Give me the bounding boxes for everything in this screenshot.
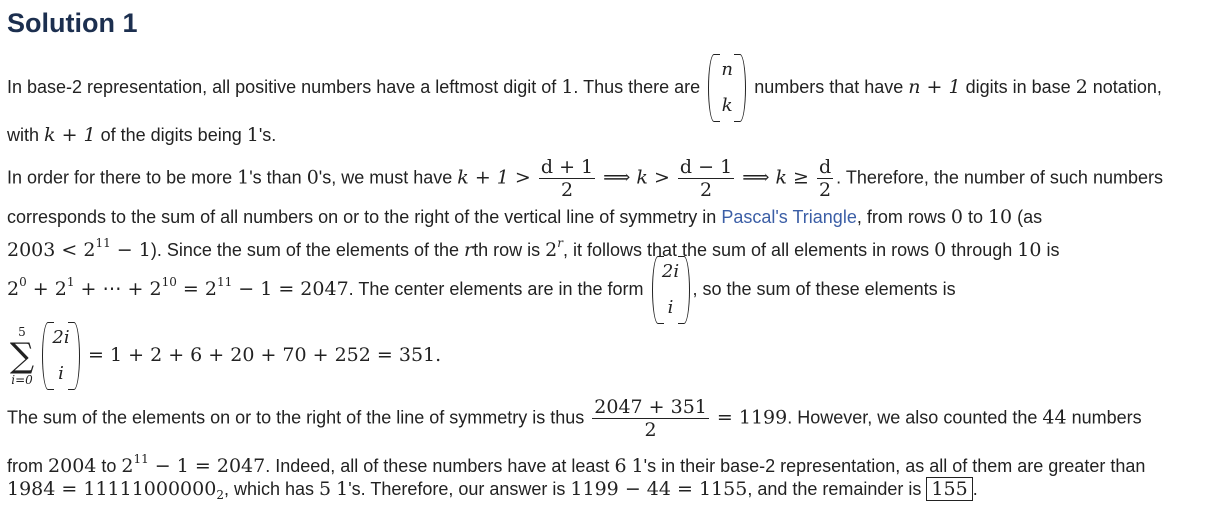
summation-symbol xyxy=(7,325,37,387)
math xyxy=(7,478,224,500)
numerator: d − 1 xyxy=(679,156,733,178)
superscript: 11 xyxy=(133,452,149,466)
text: 's in their base-2 representation, as all of them are greater than xyxy=(643,456,1146,476)
text: . Indeed, all of these numbers have at least xyxy=(265,456,615,476)
superscript: 11 xyxy=(216,274,233,289)
text: (as xyxy=(1012,207,1043,227)
numerator: d xyxy=(818,156,832,178)
math-var: r xyxy=(464,239,474,261)
binomial-top: n xyxy=(721,59,733,80)
math xyxy=(44,124,96,146)
text: to xyxy=(96,456,122,476)
text: , so the sum of these elements is xyxy=(692,278,956,299)
paragraph-line-4 xyxy=(7,206,1042,228)
fraction-d-minus-1-over-2 xyxy=(678,156,734,201)
paragraph-line-2 xyxy=(7,124,276,146)
text: is xyxy=(1041,240,1060,260)
paragraph-line-8 xyxy=(7,396,1142,441)
text: numbers that have xyxy=(754,76,909,97)
subscript: 2 xyxy=(216,488,224,502)
text: ). Since the sum of the elements of the xyxy=(150,240,464,260)
math-part: = 2 xyxy=(176,277,217,300)
text: . The center elements are in the form xyxy=(348,278,644,299)
text: corresponds to the sum of all numbers on or to the right of the vertical line of symmetry in xyxy=(7,207,722,227)
math-part: 2 xyxy=(7,277,20,300)
sum-upper-limit: 5 xyxy=(18,325,26,339)
text: , it follows that the sum of all elements in rows xyxy=(562,240,935,260)
text: , and the remainder is xyxy=(747,479,927,499)
text: numbers xyxy=(1066,407,1142,428)
fraction-2047-plus-351-over-2 xyxy=(592,396,709,441)
math-var: ⟹ k ≥ xyxy=(742,166,809,189)
text: notation, xyxy=(1087,76,1162,97)
math-power-sum xyxy=(7,274,349,300)
text: to xyxy=(962,207,988,227)
sigma-icon: ∑ xyxy=(9,336,35,376)
binomial-top: 2i xyxy=(52,327,70,348)
fraction-d-plus-1-over-2 xyxy=(539,156,595,201)
binomial-bottom: i xyxy=(667,297,674,318)
right-paren xyxy=(68,322,80,390)
math: = 1199 xyxy=(716,406,788,429)
text: The sum of the elements on or to the right of the line of symmetry is thus xyxy=(7,407,590,428)
math: 6 xyxy=(614,455,627,477)
text: 's, we must have xyxy=(318,167,458,188)
math: 1 xyxy=(237,166,250,189)
page-title: Solution 1 xyxy=(7,8,138,38)
text: In order for there to be more xyxy=(7,167,238,188)
superscript: 0 xyxy=(19,274,27,289)
denominator: 2 xyxy=(560,179,574,201)
math xyxy=(908,76,960,98)
binomial-2i-i-sum xyxy=(42,322,80,390)
denominator: 2 xyxy=(819,179,832,201)
math-part: 2 xyxy=(545,239,558,261)
math: 2004 xyxy=(48,455,97,477)
math-part: 1984 = 11111000000 xyxy=(7,478,217,500)
text: from xyxy=(7,456,49,476)
binomial-top: 2i xyxy=(661,261,680,282)
paragraph-line-10 xyxy=(7,477,978,506)
paragraph-line-3 xyxy=(7,156,1163,201)
math-part: + ⋯ + 2 xyxy=(74,277,162,300)
text: . Therefore, the number of such numbers xyxy=(836,167,1163,188)
superscript: 1 xyxy=(66,274,75,289)
paragraph-line-1 xyxy=(7,54,1162,122)
math xyxy=(457,166,531,188)
math: 10 xyxy=(1017,239,1042,261)
paragraph-line-9 xyxy=(7,448,1145,477)
text: 's than xyxy=(249,167,307,188)
text: th row is xyxy=(473,240,546,260)
math: 5 xyxy=(319,478,332,500)
math: 1199 − 44 = 1155 xyxy=(570,478,748,500)
binomial-bottom: k xyxy=(721,95,733,116)
math-var: r xyxy=(557,236,563,250)
paragraph-line-7 xyxy=(7,322,441,390)
paragraph-line-6 xyxy=(7,256,956,324)
math xyxy=(742,166,809,188)
math: 0 xyxy=(934,239,947,261)
math-part: 2 xyxy=(121,455,134,477)
math: 0 xyxy=(306,166,319,189)
math-part: + 2 xyxy=(26,277,67,300)
text: with xyxy=(7,125,45,145)
right-paren xyxy=(678,256,690,324)
fraction-d-over-2 xyxy=(817,156,833,201)
math-part: − 1 = 2047 xyxy=(148,455,266,477)
binomial-n-k xyxy=(708,54,746,122)
math-part: − 1 xyxy=(110,239,151,261)
math-part: − 1 = 2047 xyxy=(232,277,349,300)
math: 1 xyxy=(561,75,574,98)
text: , from rows xyxy=(856,207,951,227)
binomial-bottom: i xyxy=(58,363,64,384)
denominator: 2 xyxy=(644,419,657,441)
boxed-answer: 155 xyxy=(926,477,972,501)
text: through xyxy=(946,240,1018,260)
superscript: 10 xyxy=(161,274,177,289)
binomial-2i-i xyxy=(652,256,690,324)
text: of the digits being xyxy=(95,125,247,145)
text: In base-2 representation, all positive numbers have a leftmost digit of xyxy=(7,76,562,97)
text: . xyxy=(972,479,978,499)
text: 's. Therefore, our answer is xyxy=(348,479,571,499)
math-var: k + 1 xyxy=(44,124,96,146)
math: 1 xyxy=(246,124,259,146)
denominator: 2 xyxy=(700,179,713,201)
math: 0 xyxy=(950,206,963,228)
math: 1 xyxy=(631,455,644,477)
math: 1 xyxy=(336,478,349,500)
text: 's. xyxy=(258,125,277,145)
math: 44 xyxy=(1042,406,1067,429)
text: . Thus there are xyxy=(573,76,701,97)
text: digits in base xyxy=(960,76,1076,97)
math-var: ⟹ k > xyxy=(603,166,670,189)
math-var: n + 1 xyxy=(908,75,961,98)
math: 10 xyxy=(987,206,1013,228)
math-part: 2003 < 2 xyxy=(7,239,96,261)
superscript: 11 xyxy=(95,236,111,250)
math-sum-result: = 1 + 2 + 6 + 20 + 70 + 252 = 351. xyxy=(88,343,442,366)
pascals-triangle-link[interactable]: Pascal's Triangle xyxy=(721,207,857,227)
math xyxy=(121,452,266,477)
numerator: 2047 + 351 xyxy=(594,396,707,418)
text: , which has xyxy=(223,479,320,499)
text: . However, we also counted the xyxy=(787,407,1043,428)
math: 2 xyxy=(1075,75,1088,98)
math xyxy=(603,166,670,188)
numerator: d + 1 xyxy=(540,156,594,178)
sum-lower-limit: i=0 xyxy=(11,373,33,387)
math-var: k + 1 > xyxy=(457,166,531,189)
